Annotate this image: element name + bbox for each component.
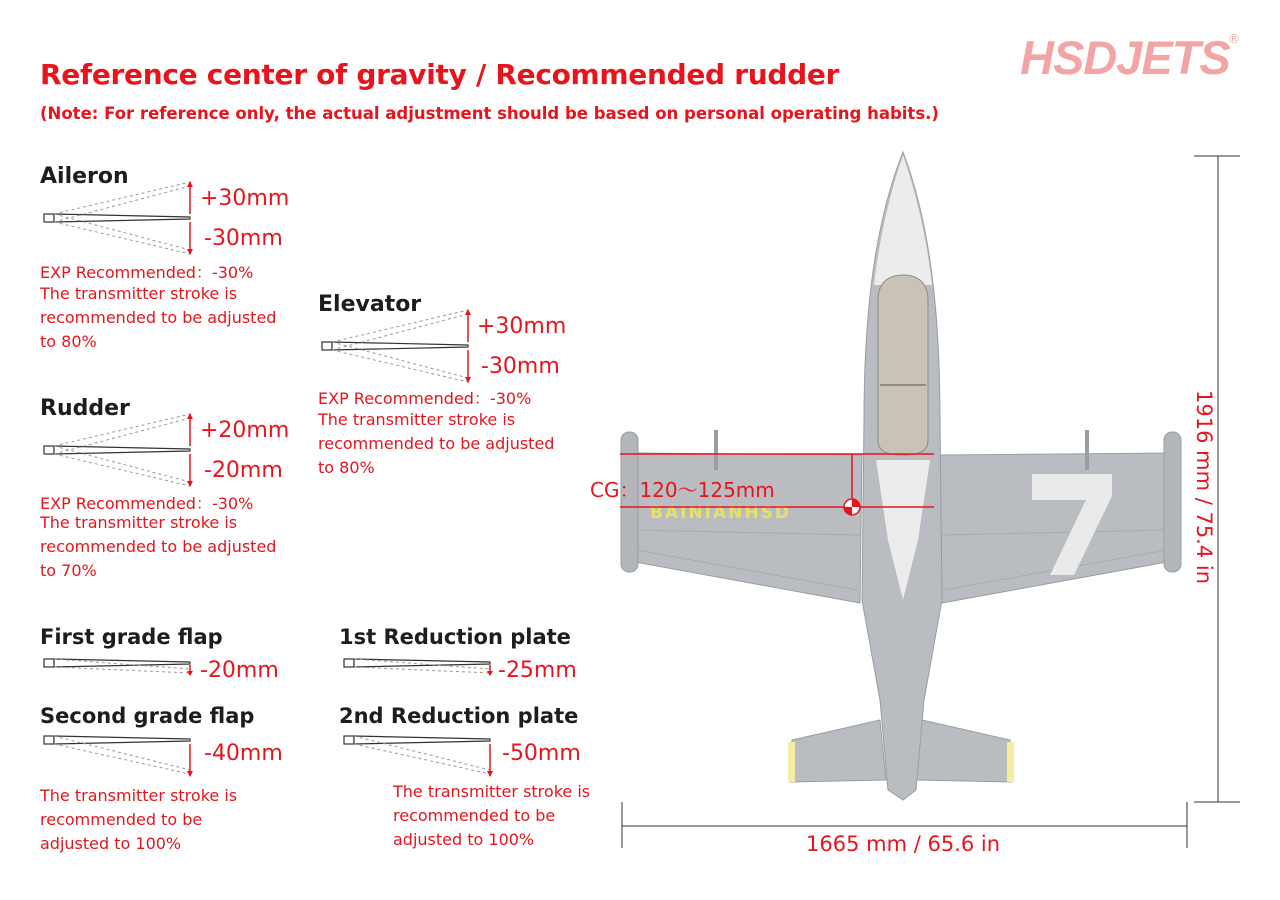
aircraft-wing-text: BAINIANHSD [650,503,791,523]
aileron-exp: EXP Recommended：-30% [40,263,254,282]
cg-label: CG：120～125mm [590,478,775,502]
plate1-down-value: -25mm [498,658,577,683]
aileron-heading: Aileron [40,164,129,189]
page-title: Reference center of gravity / Recommended rudder [40,58,840,91]
elevator-heading: Elevator [318,292,422,317]
plate2-down-value: -50mm [502,741,581,766]
flap2-down-value: -40mm [204,741,283,766]
aircraft-canopy [878,275,928,455]
rudder-exp: EXP Recommended：-30% [40,494,254,513]
flap1-down-value: -20mm [200,658,279,683]
wingspan-label: 1665 mm / 65.6 in [806,832,1001,856]
aileron-down-value: -30mm [204,226,283,251]
plate-stroke-note: The transmitter stroke is recommended to be adjusted to 100% [393,782,591,849]
cg-marker-icon [844,499,860,515]
aircraft-tailplane [790,720,886,782]
elevator-down-value: -30mm [481,354,560,379]
rudder-heading: Rudder [40,396,130,421]
length-label: 1916 mm / 75.4 in [1192,390,1216,585]
aileron-up-value: +30mm [200,186,290,211]
elevator-up-value: +30mm [477,314,567,339]
page-note: (Note: For reference only, the actual adjustment should be based on personal operating habits.) [40,104,939,123]
aileron-stroke-note: The transmitter stroke is recommended to be adjusted to 80% [40,284,277,351]
elevator-stroke-note: The transmitter stroke is recommended to be adjusted to 80% [318,410,555,477]
registered-mark: ® [1228,32,1240,46]
aircraft-tip-tank [1164,432,1181,572]
aircraft-tailplane [916,720,1012,782]
elevator-exp: EXP Recommended：-30% [318,389,532,408]
flap-stroke-note: The transmitter stroke is recommended to be adjusted to 100% [40,786,238,853]
flap2-heading: Second grade flap [40,704,255,728]
rudder-stroke-note: The transmitter stroke is recommended to be adjusted to 70% [40,513,277,580]
plate2-heading: 2nd Reduction plate [339,704,579,728]
rudder-down-value: -20mm [204,458,283,483]
brand-logo: HSDJETS [1020,31,1230,84]
flap1-heading: First grade flap [40,625,223,649]
rudder-up-value: +20mm [200,418,290,443]
plate1-heading: 1st Reduction plate [339,625,571,649]
